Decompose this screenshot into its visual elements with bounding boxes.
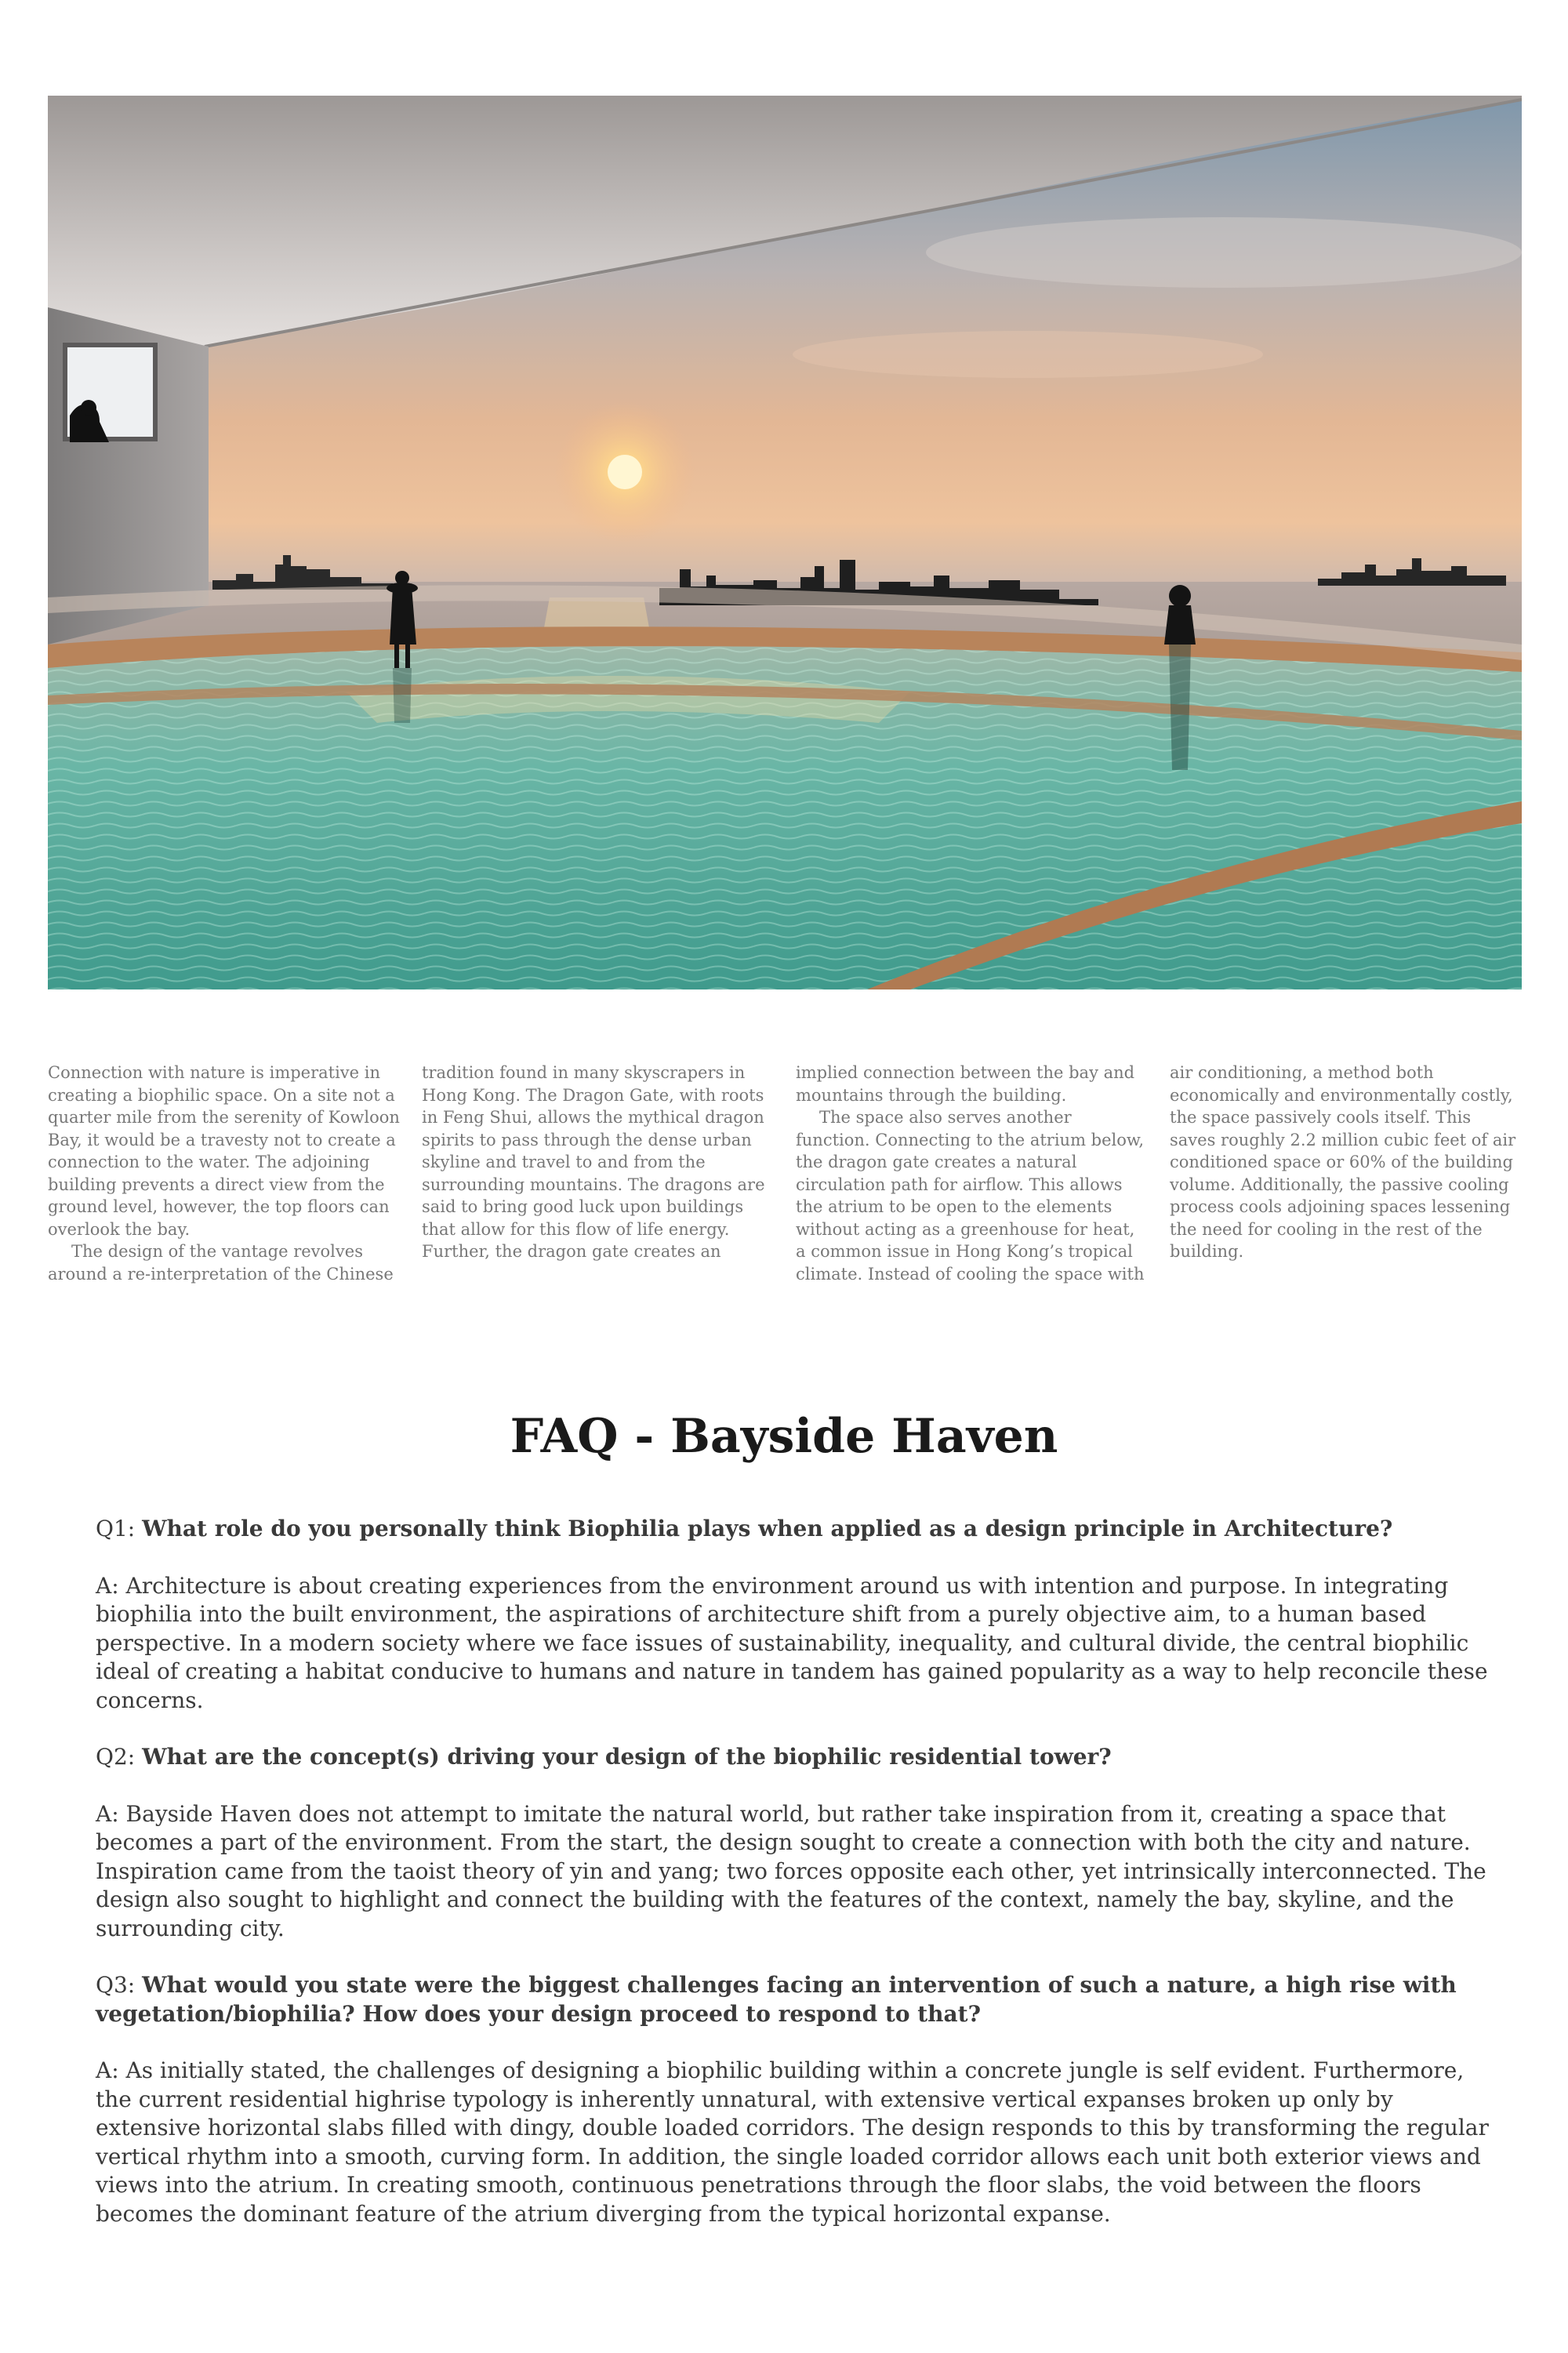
faq-question bbox=[96, 1971, 1499, 2028]
essay-paragraph: The design of the vantage revolves around a re-interpretation of the Chinese tradition found in many skyscrapers in Hong Kong. The Dragon Gate, with roots in Feng Shui, allows the mythical dragon spirits to pass through the dense urban skyline and travel to and from the surrounding mountains. The dragons are said to bring good luck upon buildings that allow for this flow of life energy. Further, the dragon gate creates an implied connection between the bay and mountains through the building. bbox=[48, 1063, 1135, 1284]
question-text: What role do you personally think Biophilia plays when applied as a design principle in Architecture? bbox=[142, 1516, 1393, 1541]
hero-render-image bbox=[48, 96, 1522, 989]
faq-answer: A: Architecture is about creating experiences from the environment around us with intention and purpose. In integrating biophilia into the built environment, the aspirations of architecture shift from a purely objective aim, to a human based perspective. In a modern society where we face issues of sustainability, inequality, and cultural divide, the central biophilic ideal of creating a habitat conducive to humans and nature in tandem has gained popularity as a way to help reconcile these concerns. bbox=[96, 1572, 1488, 1713]
essay-paragraph: Connection with nature is imperative in creating a biophilic space. On a site not a quarter mile from the serenity of Kowloon Bay, it would be a travesty not to create a connection to the water. The adjoining building prevents a direct view from the ground level, however, the top floors can overlook the bay. bbox=[48, 1063, 400, 1239]
faq-answer: A: Bayside Haven does not attempt to imitate the natural world, but rather take inspiration from it, creating a space that becomes a part of the environment. From the start, the design sought to create a connection with both the city and nature. Inspiration came from the taoist theory of yin and yang; two forces opposite each other, yet intrinsically interconnected. The design also sought to highlight and connect the building with the features of the context, namely the bay, skyline, and the surrounding city. bbox=[96, 1800, 1486, 1941]
faq-title: FAQ - Bayside Haven bbox=[510, 1409, 1058, 1464]
faq-question bbox=[96, 1515, 1499, 1544]
question-label: Q3: bbox=[96, 1972, 143, 1998]
question-text: What would you state were the biggest challenges facing an intervention of such a nature, a high rise with vegetation/biophilia? How does your design proceed to respond to that? bbox=[96, 1972, 1457, 2027]
question-label: Q1: bbox=[96, 1516, 143, 1541]
essay-paragraph: The space also serves another function. Connecting to the atrium below, the dragon gate creates a natural circulation path for airflow. This allows the atrium to be open to the elements without acting as a greenhouse for heat, a common issue in Hong Kong’s tropical climate. Instead of cooling the space with air conditioning, a method both economically and environmentally costly, the space passively cools itself. This saves roughly 2.2 million cubic feet of air conditioned space or 60% of the building volume. Additionally, the passive cooling process cools adjoining spaces lessening the need for cooling in the rest of the building. bbox=[796, 1063, 1516, 1284]
faq-question bbox=[96, 1743, 1499, 1772]
question-label: Q2: bbox=[96, 1744, 143, 1770]
essay-text-columns bbox=[48, 1062, 1522, 1297]
question-text: What are the concept(s) driving your design of the biophilic residential tower? bbox=[142, 1744, 1112, 1770]
faq-section bbox=[96, 1515, 1499, 2257]
rooftop-infinity-pool-render-icon bbox=[48, 96, 1522, 989]
faq-answer: A: As initially stated, the challenges of designing a biophilic building within a concrete jungle is self evident. Furthermore, the current residential highrise typology is inherently unnatural, with extensive vertical expanses broken up only by extensive horizontal slabs filled with dingy, double loaded corridors. The design responds to this by transforming the regular vertical rhythm into a smooth, curving form. In addition, the single loaded corridor allows each unit both exterior views and views into the atrium. In creating smooth, continuous penetrations through the floor slabs, the void between the floors becomes the dominant feature of the atrium diverging from the typical horizontal expanse. bbox=[96, 2057, 1489, 2227]
